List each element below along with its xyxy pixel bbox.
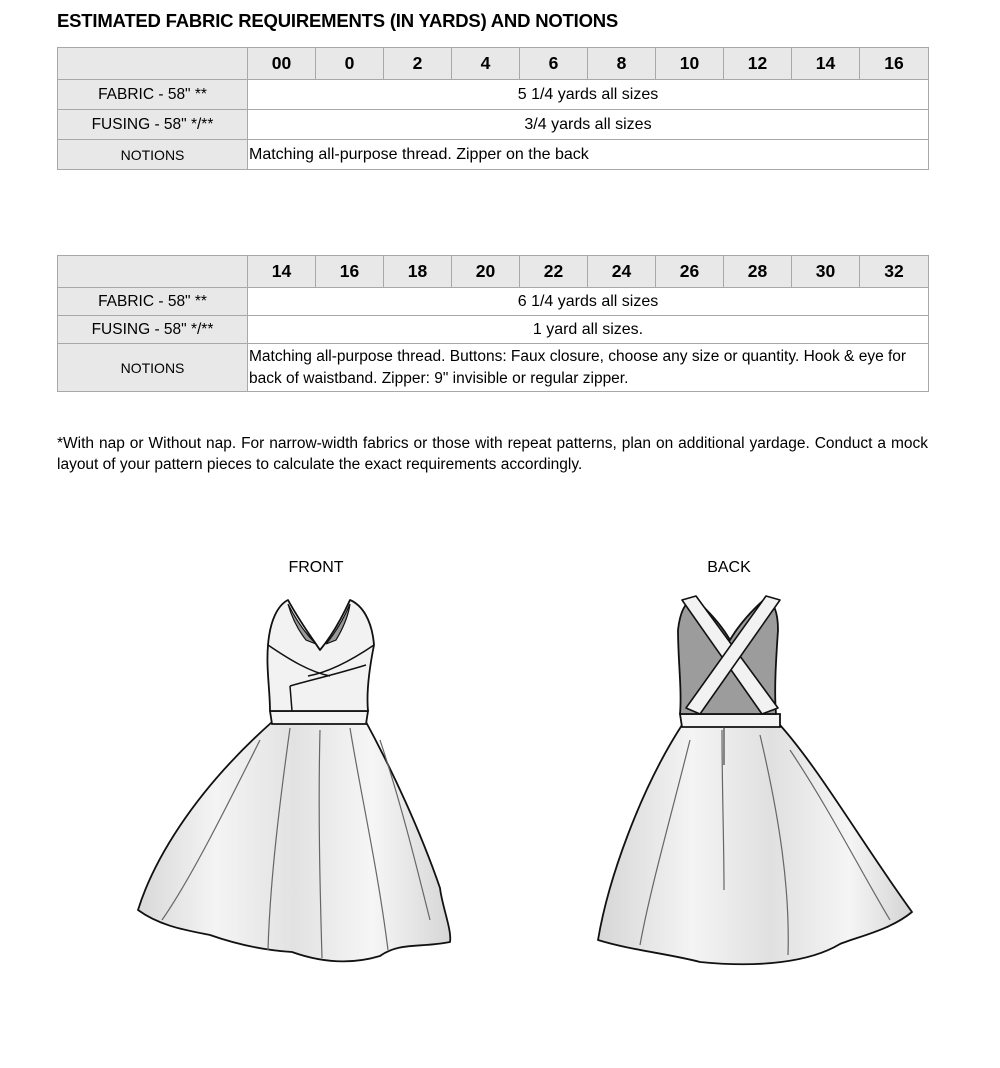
fabric-label: FABRIC - 58" ** [58,80,248,110]
yardage-footnote: *With nap or Without nap. For narrow-width fabrics or those with repeat patterns, plan on additional yardage. Conduct a mock layout of your pattern pieces to calculate the exact requirements accordingly. [57,435,928,473]
front-dress-illustration [130,590,460,975]
back-skirt [598,725,912,964]
fusing-label: FUSING - 58" */** [58,316,248,344]
notions-label: NOTIONS [58,140,248,170]
notions-row [58,344,929,392]
fabric-table-small-sizes [57,47,929,170]
size-cell: 28 [724,256,792,288]
size-cell: 14 [248,256,316,288]
size-cell: 12 [724,48,792,80]
front-waistband [270,711,368,724]
size-cell: 16 [316,256,384,288]
fabric-row [58,288,929,316]
fabric-value: 5 1/4 yards all sizes [248,80,929,110]
size-cell: 2 [384,48,452,80]
fusing-row [58,110,929,140]
size-cell: 26 [656,256,724,288]
corner-cell [58,48,248,80]
size-cell: 16 [860,48,929,80]
front-skirt [138,722,450,961]
size-cell: 0 [316,48,384,80]
fabric-table-plus-sizes [57,255,929,392]
fusing-value: 3/4 yards all sizes [248,110,929,140]
size-cell: 20 [452,256,520,288]
fusing-label: FUSING - 58" */** [58,110,248,140]
front-view-label: FRONT [288,559,344,576]
fabric-value: 6 1/4 yards all sizes [248,288,929,316]
size-cell: 18 [384,256,452,288]
size-header-row [58,48,929,80]
size-cell: 14 [792,48,860,80]
fabric-row [58,80,929,110]
size-cell: 6 [520,48,588,80]
size-cell: 00 [248,48,316,80]
notions-label: NOTIONS [58,344,248,392]
corner-cell [58,256,248,288]
fusing-row [58,316,929,344]
page-title: ESTIMATED FABRIC REQUIREMENTS (IN YARDS) AND NOTIONS [57,10,619,31]
fabric-label: FABRIC - 58" ** [58,288,248,316]
size-cell: 32 [860,256,929,288]
size-header-row [58,256,929,288]
back-dress-illustration [590,590,920,975]
size-cell: 4 [452,48,520,80]
notions-value: Matching all-purpose thread. Buttons: Faux closure, choose any size or quantity. Hook & eye for back of waistband. Zipper: 9" invisible or regular zipper. [248,344,929,392]
size-cell: 10 [656,48,724,80]
back-waistband [680,714,780,727]
size-cell: 24 [588,256,656,288]
notions-value: Matching all-purpose thread. Zipper on the back [248,140,929,170]
back-view-label: BACK [707,559,751,576]
notions-row [58,140,929,170]
size-cell: 30 [792,256,860,288]
fusing-value: 1 yard all sizes. [248,316,929,344]
size-cell: 22 [520,256,588,288]
size-cell: 8 [588,48,656,80]
